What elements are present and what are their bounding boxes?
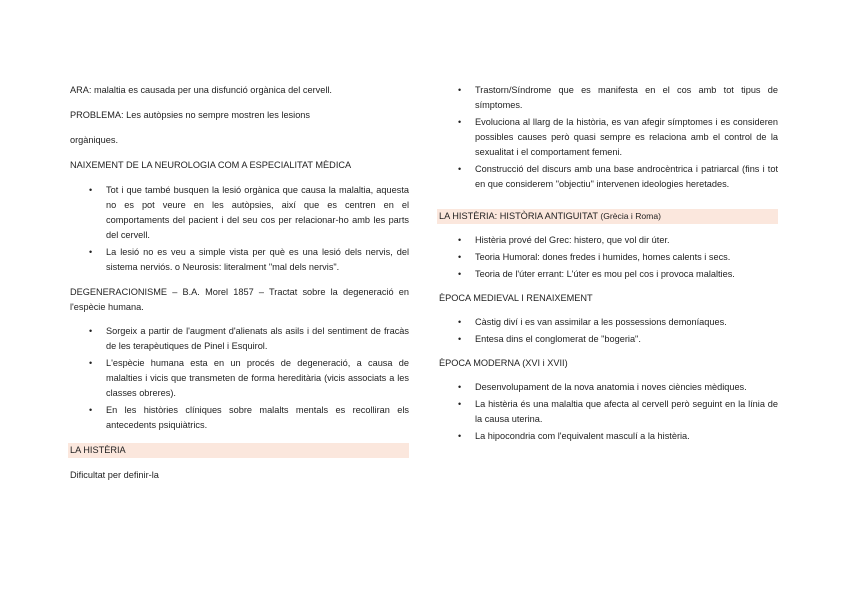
list-item: • La lesió no es veu a simple vista per què es una lesió dels nervis, del sistema nerviós. o Neurosis: literalment "mal dels nervis". <box>70 245 409 275</box>
list-item: • L'espècie humana esta en un procés de degeneració, a causa de malalties i vicis que transmeten de forma hereditària (vicis associats a les classes obreres). <box>70 356 409 401</box>
list-item: • La histèria és una malaltia que afecta al cervell però seguint en la línia de la causa uterina. <box>439 397 778 427</box>
list-item: • Càstig diví i es van assimilar a les possessions demoníaques. <box>439 315 778 330</box>
list-item: • Histèria prové del Grec: histero, que vol dir úter. <box>439 233 778 248</box>
list-item: • Teoria Humoral: dones fredes i humides, homes calents i secs. <box>439 250 778 265</box>
histeria-definition-list <box>439 83 778 192</box>
neurologia-heading: NAIXEMENT DE LA NEUROLOGIA COM A ESPECIALITAT MÈDICA <box>70 160 352 170</box>
left-column <box>70 83 409 483</box>
antiguitat-heading <box>439 209 778 224</box>
list-item: • Sorgeix a partir de l'augment d'alienats als asils i del sentiment de fracàs de les terapèutiques de Pinel i Esquirol. <box>70 324 409 354</box>
list-item: • Construcció del discurs amb una base androcèntrica i patriarcal (fins i tot en que considerem "objectiu" intervenen ideologies heretades. <box>439 162 778 192</box>
list-item: • Trastorn/Síndrome que es manifesta en el cos amb tot tipus de símptomes. <box>439 83 778 113</box>
moderna-heading: ÈPOCA MODERNA (XVI i XVII) <box>439 358 568 368</box>
moderna-list <box>439 380 778 444</box>
antiguitat-list <box>439 233 778 282</box>
medieval-heading: ÈPOCA MEDIEVAL I RENAIXEMENT <box>439 293 593 303</box>
section-highlight <box>437 209 778 224</box>
list-item: • Tot i que també busquen la lesió orgànica que causa la malaltia, aquesta no es pot veure en les autòpsies, així que es centren en el comportaments del pacient i del seu cos per relacionar-ho amb les parts del cervell. <box>70 183 409 243</box>
list-item: • Teoria de l'úter errant: L'úter es mou pel cos i provoca malalties. <box>439 267 778 282</box>
list-item: • Entesa dins el conglomerat de "bogeria". <box>439 332 778 347</box>
histeria-heading <box>70 443 409 458</box>
medieval-list <box>439 315 778 347</box>
list-item: • Desenvolupament de la nova anatomia i noves ciències mèdiques. <box>439 380 778 395</box>
degeneracionisme-paragraph: DEGENERACIONISME – B.A. Morel 1857 – Tractat sobre la degeneració en l'espècie humana. <box>70 287 409 312</box>
problema-paragraph: PROBLEMA: Les autòpsies no sempre mostren les lesions <box>70 110 311 120</box>
list-item: • Evoluciona al llarg de la història, es van afegir símptomes i es consideren possibles causes però quasi sempre es relaciona amb el control de la sexualitat i el comportament femeni. <box>439 115 778 160</box>
list-item: • En les històries clíniques sobre malalts mentals es recolliran els antecedents psiquiàtrics. <box>70 403 409 433</box>
right-column <box>439 83 778 446</box>
dificultat-paragraph: Dificultat per definir-la <box>70 470 159 480</box>
antiguitat-heading-sub: (Grècia i Roma) <box>600 211 661 221</box>
ara-paragraph: ARA: malaltia es causada per una disfunció orgànica del cervell. <box>70 85 332 95</box>
problema-continuation: orgàniques. <box>70 135 119 145</box>
neurologia-list <box>70 183 409 275</box>
section-highlight: LA HISTÈRIA <box>68 443 409 458</box>
antiguitat-heading-text: LA HISTÈRIA: HISTÒRIA ANTIGUITAT <box>439 211 598 221</box>
degeneracionisme-list <box>70 324 409 433</box>
list-item: • La hipocondria com l'equivalent masculí a la histèria. <box>439 429 778 444</box>
